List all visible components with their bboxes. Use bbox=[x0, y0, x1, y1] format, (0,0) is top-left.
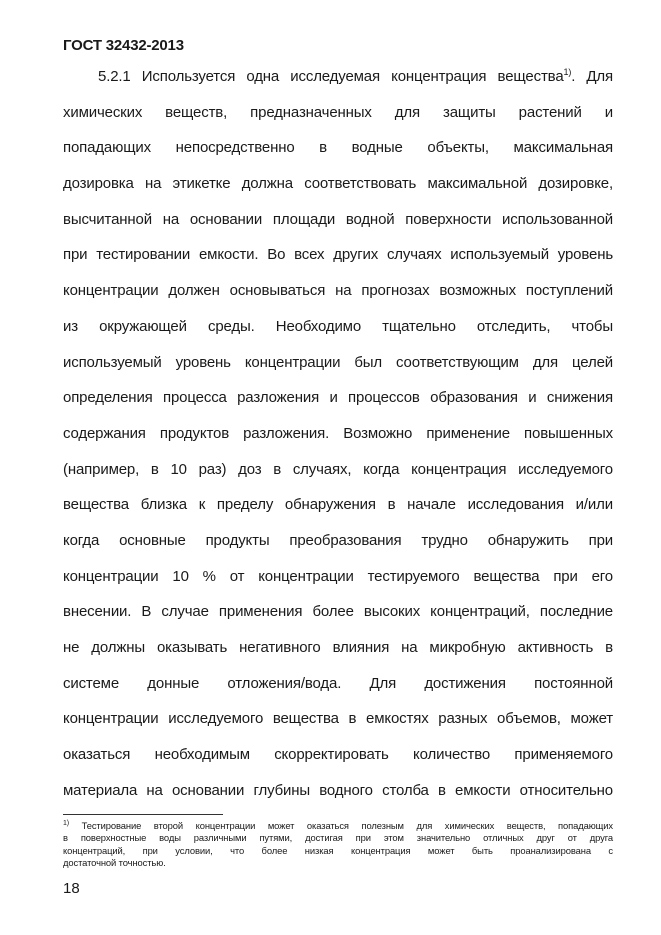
footnote-reference: 1) bbox=[563, 67, 572, 77]
paragraph-line: концентрации должен основываться на прогнозах возможных поступлений bbox=[63, 282, 613, 300]
paragraph-line: используемый уровень концентрации был соответствующим для целей bbox=[63, 353, 613, 371]
paragraph-line: когда основные продукты преобразования трудно обнаружить при bbox=[63, 531, 613, 549]
paragraph-line: при тестировании емкости. Во всех других случаях используемый уровень bbox=[63, 246, 613, 264]
footnote bbox=[63, 820, 613, 869]
paragraph-line: дозировка на этикетке должна соответствовать максимальной дозировке, bbox=[63, 175, 613, 193]
paragraph-line: химических веществ, предназначенных для защиты растений и bbox=[63, 103, 613, 121]
paragraph-line: концентрации 10 % от концентрации тестируемого вещества при его bbox=[63, 567, 613, 585]
paragraph-line: внесении. В случае применения более высоких концентраций, последние bbox=[63, 603, 613, 621]
footnote-line: в поверхностные воды различными путями, достигая при этом значительно отличных друг от друга bbox=[63, 832, 613, 844]
document-header: ГОСТ 32432-2013 bbox=[63, 37, 184, 54]
paragraph-line: не должны оказывать негативного влияния на микробную активность в bbox=[63, 639, 613, 656]
paragraph-line: системе донные отложения/вода. Для достижения постоянной bbox=[63, 674, 613, 692]
paragraph-line: (например, в 10 раз) доз в случаях, когда концентрация исследуемого bbox=[63, 460, 613, 478]
paragraph-line: материала на основании глубины водного столба в емкости относительно bbox=[63, 781, 613, 799]
footnote-line: концентраций, при условии, что более низкая концентрация может быть проанализирована с bbox=[63, 844, 613, 856]
paragraph-line: из окружающей среды. Необходимо тщательно отследить, чтобы bbox=[63, 317, 613, 335]
footnote-line-text: Тестирование второй концентрации может оказаться полезным для химических веществ, попадающих bbox=[81, 820, 613, 831]
paragraph-line: определения процесса разложения и процессов образования и снижения bbox=[63, 389, 613, 407]
footnote-separator bbox=[63, 814, 223, 815]
paragraph-line: высчитанной на основании площади водной поверхности использованной bbox=[63, 210, 613, 228]
paragraph-line-text: 5.2.1 Используется одна исследуемая концентрация вещества bbox=[98, 68, 564, 85]
paragraph-line: вещества близка к пределу обнаружения в начале исследования и/или bbox=[63, 496, 613, 514]
paragraph-line-tail: . Для bbox=[571, 68, 613, 85]
footnote-marker: 1) bbox=[63, 820, 70, 827]
paragraph-line: концентрации исследуемого вещества в емкостях разных объемов, может bbox=[63, 710, 613, 728]
paragraph-line: попадающих непосредственно в водные объекты, максимальная bbox=[63, 139, 613, 157]
paragraph-line: содержания продуктов разложения. Возможно применение повышенных bbox=[63, 424, 613, 442]
footnote-line: достаточной точностью. bbox=[63, 856, 166, 868]
paragraph-line bbox=[63, 59, 613, 95]
footnote-line bbox=[63, 820, 613, 832]
paragraph-line: оказаться необходимым скорректировать количество применяемого bbox=[63, 746, 613, 764]
page-number: 18 bbox=[63, 880, 80, 897]
main-paragraph bbox=[63, 59, 613, 808]
